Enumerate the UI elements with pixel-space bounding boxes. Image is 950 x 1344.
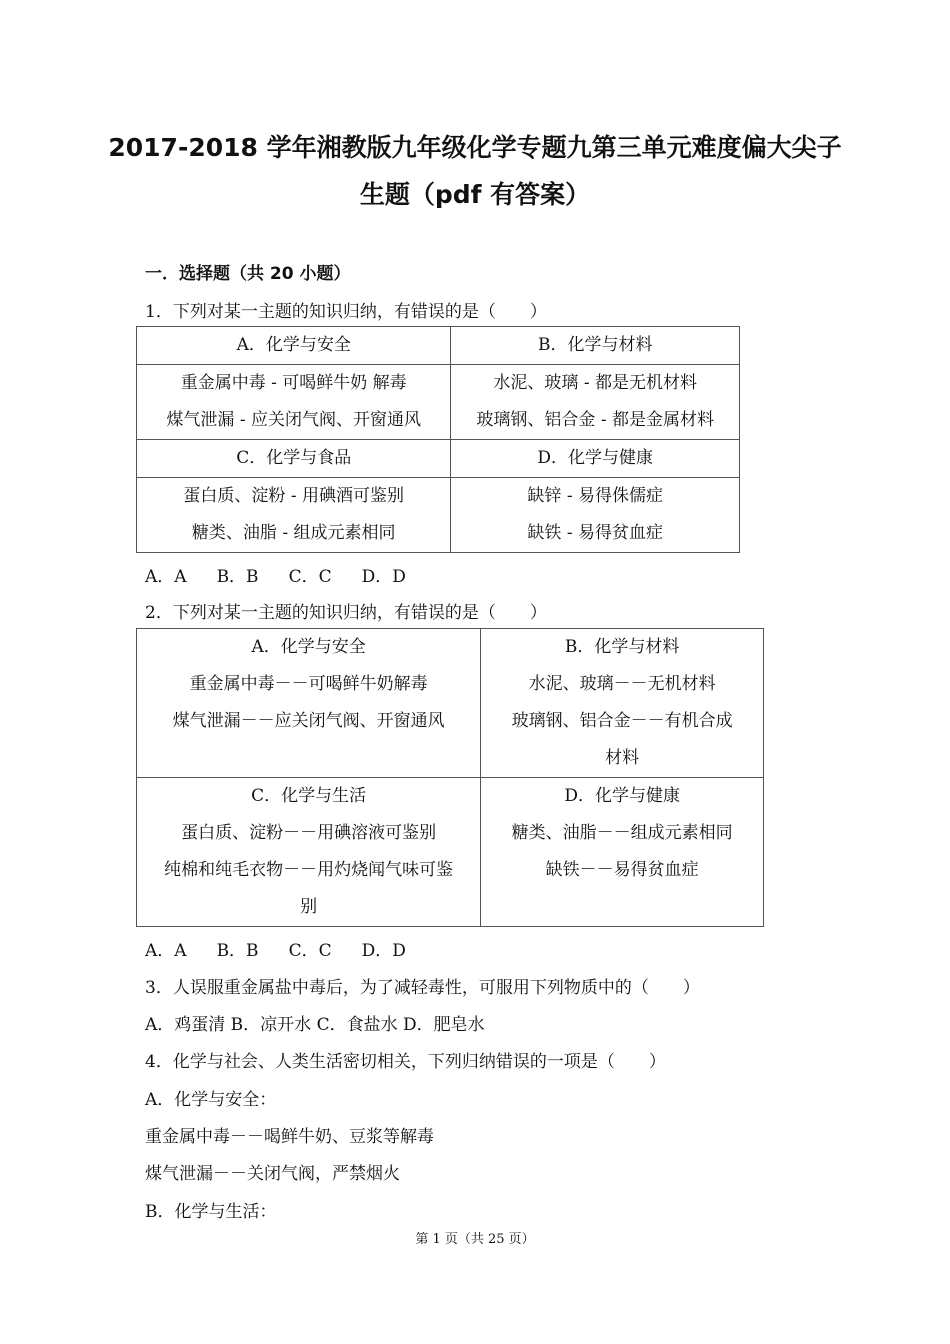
question-4-line2: 重金属中毒－－喝鲜牛奶、豆浆等解毒 [145,1127,434,1147]
question-1-stem: 1．下列对某一主题的知识归纳，有错误的是（ ） [145,302,547,322]
q1-a-line2: 煤气泄漏 - 应关闭气阀、开窗通风 [166,410,421,430]
question-3-stem: 3．人误服重金属盐中毒后，为了减轻毒性，可服用下列物质中的（ ） [145,978,700,998]
q1-cell-d-head: D．化学与健康 [451,440,740,478]
q2-a-line2: 煤气泄漏－－应关闭气阀、开窗通风 [172,711,445,731]
q1-d-line2: 缺铁 - 易得贫血症 [527,523,663,543]
section-heading: 一．选择题（共 20 小题） [145,264,351,284]
question-4-line3: 煤气泄漏－－关闭气阀，严禁烟火 [145,1164,400,1184]
question-4-line4: B．化学与生活： [145,1202,277,1222]
q1-option-b[interactable]: B．B [216,567,259,587]
question-2-table [136,628,764,927]
question-4-line1: A．化学与安全： [145,1090,277,1110]
question-3-options: A．鸡蛋清 B．凉开水 C．食盐水 D．肥皂水 [145,1015,485,1035]
q2-option-c[interactable]: C．C [288,941,332,961]
q1-cell-c-head: C．化学与食品 [137,440,451,478]
q1-option-c[interactable]: C．C [288,567,332,587]
q2-cell-b [481,629,764,778]
q2-a-head: A．化学与安全 [251,637,366,657]
q2-c-line3: 别 [300,897,318,917]
q1-b-line1: 水泥、玻璃 - 都是无机材料 [493,373,697,393]
question-1-table [136,326,740,553]
q2-b-line1: 水泥、玻璃－－无机材料 [528,674,716,694]
q1-a-line1: 重金属中毒 - 可喝鲜牛奶 解毒 [180,373,407,393]
q2-option-b[interactable]: B．B [216,941,259,961]
q2-d-line2: 缺铁－－易得贫血症 [545,860,699,880]
q2-b-head: B．化学与材料 [564,637,680,657]
q2-option-d[interactable]: D．D [361,941,406,961]
page-footer: 第 1 页（共 25 页） [415,1232,535,1247]
q2-d-head: D．化学与健康 [564,786,680,806]
q1-cell-a-body [137,365,451,440]
q2-cell-c [137,778,481,927]
document-title-line1: 2017-2018 学年湘教版九年级化学专题九第三单元难度偏大尖子 [108,133,842,162]
q1-cell-b-body [451,365,740,440]
q1-d-line1: 缺锌 - 易得侏儒症 [527,486,663,506]
q1-c-line1: 蛋白质、淀粉 - 用碘酒可鉴别 [183,486,404,506]
q2-c-line2: 纯棉和纯毛衣物－－用灼烧闻气味可鉴 [164,860,454,880]
question-2-stem: 2．下列对某一主题的知识归纳，有错误的是（ ） [145,603,547,623]
q1-cell-a-head: A．化学与安全 [137,327,451,365]
question-4-stem: 4．化学与社会、人类生活密切相关，下列归纳错误的一项是（ ） [145,1052,666,1072]
question-1-options [145,562,436,587]
q2-a-line1: 重金属中毒－－可喝鲜牛奶解毒 [189,674,428,694]
q1-option-a[interactable]: A．A [145,567,187,587]
q2-option-a[interactable]: A．A [145,941,187,961]
q1-c-line2: 糖类、油脂 - 组成元素相同 [191,523,396,543]
q2-d-line1: 糖类、油脂－－组成元素相同 [511,823,733,843]
q1-cell-d-body [451,478,740,553]
document-title-line2: 生题（pdf 有答案） [359,180,591,209]
q1-b-line2: 玻璃钢、铝合金 - 都是金属材料 [476,410,714,430]
q1-cell-c-body [137,478,451,553]
q2-cell-d [481,778,764,927]
q1-option-d[interactable]: D．D [361,567,406,587]
q2-c-line1: 蛋白质、淀粉－－用碘溶液可鉴别 [181,823,437,843]
question-2-options [145,936,436,961]
q2-cell-a [137,629,481,778]
q2-b-line2: 玻璃钢、铝合金－－有机合成 [511,711,733,731]
q1-cell-b-head: B．化学与材料 [451,327,740,365]
q2-b-line3: 材料 [605,748,640,768]
q2-c-head: C．化学与生活 [251,786,367,806]
